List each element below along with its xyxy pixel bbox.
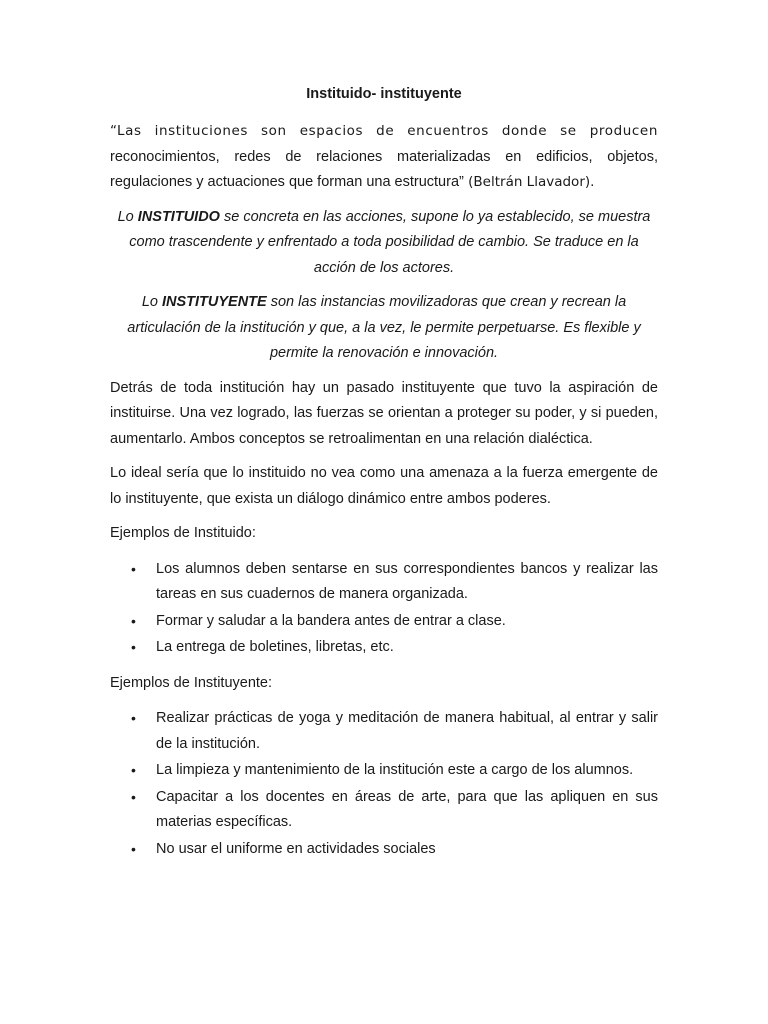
instituyente-text: son las instancias movilizadoras que crean y recrean la articulación de la institución y que, a la vez, le permite perpetuarse. Es flexible y permite la renovación e innovación. [127, 294, 641, 361]
quote-open-mark: “ [110, 123, 117, 139]
list-item [110, 557, 658, 608]
quote-text: reconocimientos, redes de relaciones materializadas en edificios, objetos, regulaciones y actuaciones que forman una estructura” [110, 148, 658, 190]
list-item [110, 758, 658, 784]
quote-author: (Beltrán Llavador). [463, 174, 595, 190]
instituyente-lead: Lo [141, 294, 162, 310]
list-item-text: La limpieza y mantenimiento de la institución este a cargo de los alumnos. [156, 762, 634, 778]
bullet-icon: • [131, 788, 136, 805]
list-item-text: Realizar prácticas de yoga y meditación de manera habitual, al entrar y salir de la institución. [156, 710, 658, 752]
list-item [110, 635, 658, 661]
instituyente-examples-list [110, 706, 658, 862]
document-title: Instituido- instituyente [306, 86, 462, 102]
instituido-text: se concreta en las acciones, supone lo ya establecido, se muestra como trascendente y enfrentado a toda posibilidad de cambio. Se traduce en la acción de los actores. [129, 208, 651, 276]
instituyente-definition [110, 290, 658, 367]
instituido-lead: Lo [117, 208, 138, 225]
list-item [110, 837, 658, 863]
quote-paragraph [110, 119, 658, 196]
instituido-examples-list [110, 557, 658, 661]
list-item [110, 785, 658, 836]
list-item [110, 609, 658, 635]
bullet-icon: • [131, 710, 136, 726]
quote-first-line: Las instituciones son espacios de encuentros donde se producen [117, 123, 658, 139]
instituido-examples-label: Ejemplos de Instituido: [110, 525, 256, 541]
bullet-icon: • [131, 612, 136, 629]
instituyente-term: INSTITUYENTE [161, 294, 267, 310]
bullet-icon: • [131, 762, 136, 778]
instituyente-examples-label: Ejemplos de Instituyente: [110, 674, 273, 691]
list-item-text: No usar el uniforme en actividades sociales [156, 840, 436, 857]
instituido-term: INSTITUIDO [137, 208, 220, 225]
bullet-icon: • [131, 560, 136, 577]
body-paragraph-2: Lo ideal sería que lo instituido no vea como una amenaza a la fuerza emergente de lo instituyente, que exista un diálogo dinámico entre ambos poderes. [110, 465, 658, 507]
body-paragraph-1: Detrás de toda institución hay un pasado instituyente que tuvo la aspiración de instituirse. Una vez logrado, las fuerzas se orientan a proteger su poder, y si pueden, aumentarlo. Ambos conceptos se retroalimentan en una relación dialéctica. [110, 379, 658, 447]
list-item [110, 706, 658, 757]
list-item-text: Los alumnos deben sentarse en sus correspondientes bancos y realizar las tareas en sus cuadernos de manera organizada. [156, 560, 658, 602]
list-item-text: Formar y saludar a la bandera antes de entrar a clase. [156, 612, 506, 629]
bullet-icon: • [131, 639, 136, 655]
list-item-text: Capacitar a los docentes en áreas de arte, para que las apliquen en sus materias específicas. [156, 788, 658, 830]
bullet-icon: • [131, 840, 136, 857]
instituido-definition [110, 205, 658, 282]
list-item-text: La entrega de boletines, libretas, etc. [156, 639, 394, 655]
